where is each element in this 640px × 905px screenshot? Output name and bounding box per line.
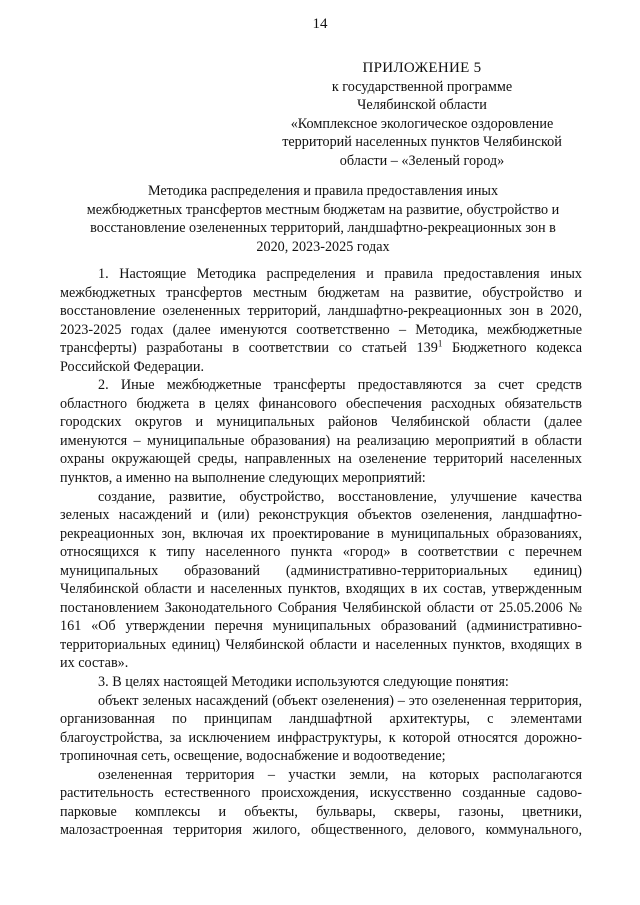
paragraph-5: объект зеленых насаждений (объект озеленения) – это озелененная территория, организованная по принципам ландшафтной архитектуры, с элементами благоустройства, за исключением инфраструктуры, к которой относятся дорожно-тропиночная сеть, освещение, водоснабжение и водоотведение; [60, 692, 582, 765]
article-superscript: 1 [437, 338, 443, 349]
paragraph-4: 3. В целях настоящей Методики используются следующие понятия: [98, 674, 509, 691]
paragraph-6: озелененная территория – участки земли, на которых располагаются растительность естественного происхождения, искусственно созданные садово-парковые комплексы и объекты, бульвары, скверы, газоны, цветники, малозастроенная территория жилого, общественного, делового, коммунального, [60, 766, 582, 839]
title-line: межбюджетных трансфертов местным бюджетам на развитие, обустройство и [86, 201, 560, 218]
appendix-line: территорий населенных пунктов Челябинской [282, 134, 562, 150]
paragraph-2: 2. Иные межбюджетные трансферты предоставляются за счет средств областного бюджета в целях финансового обеспечения расходных обязательств городских округов и муниципальных районов Челябинской области (далее именуются – муниципальные образования) на реализацию мероприятий в области охраны окружающей среды, направленных на озеленение территорий населенных пунктов, а именно на выполнение следующих мероприятий: [60, 377, 582, 487]
appendix-header [268, 59, 576, 170]
document-title [58, 182, 588, 256]
title-line: Методика распределения и правила предоставления иных [147, 183, 499, 199]
paragraph-3: создание, развитие, обустройство, восстановление, улучшение качества зеленых насаждений и (или) реконструкция объектов озеленения, ландшафтно-рекреационных зон, включая их проектирование в муниципальных образованиях, относящихся к типу населенного пункта «город» в соответствии с перечнем муниципальных образований (административно-территориальных единиц) Челябинской области и населенных пунктов, входящих в их состав, утвержденным постановлением Законодательного Собрания Челябинской области от 25.05.2006 № 161 «Об утверждении перечня муниципальных образований (административно-территориальных единиц) Челябинской области и населенных пунктов, входящих в их состав». [60, 488, 582, 672]
appendix-line: «Комплексное экологическое оздоровление [290, 115, 554, 132]
appendix-title: ПРИЛОЖЕНИЕ 5 [362, 60, 482, 76]
appendix-line: Челябинской области [357, 97, 487, 113]
paragraph-1-tail: Бюджетного кодекса Российской Федерации. [60, 340, 583, 375]
appendix-line: к государственной программе [331, 78, 513, 95]
page-number: 14 [312, 16, 328, 32]
paragraph-1-text: 1. Настоящие Методика распределения и правила предоставления иных межбюджетных трансфертов местным бюджетам на развитие, обустройство и восстановление озелененных территорий, ландшафтно-рекреационных зон в 2020, 2023-2025 годах (далее именуются соответственно – Методика, межбюджетные трансферты) разработаны в соответствии со статьей 139 [60, 266, 582, 357]
title-line: восстановление озелененных территорий, ландшафтно-рекреационных зон в [90, 220, 556, 236]
document-body [60, 265, 582, 840]
paragraph-1 [60, 265, 582, 376]
title-line: 2020, 2023-2025 годах [256, 238, 390, 255]
appendix-line: области – «Зеленый город» [339, 152, 505, 169]
